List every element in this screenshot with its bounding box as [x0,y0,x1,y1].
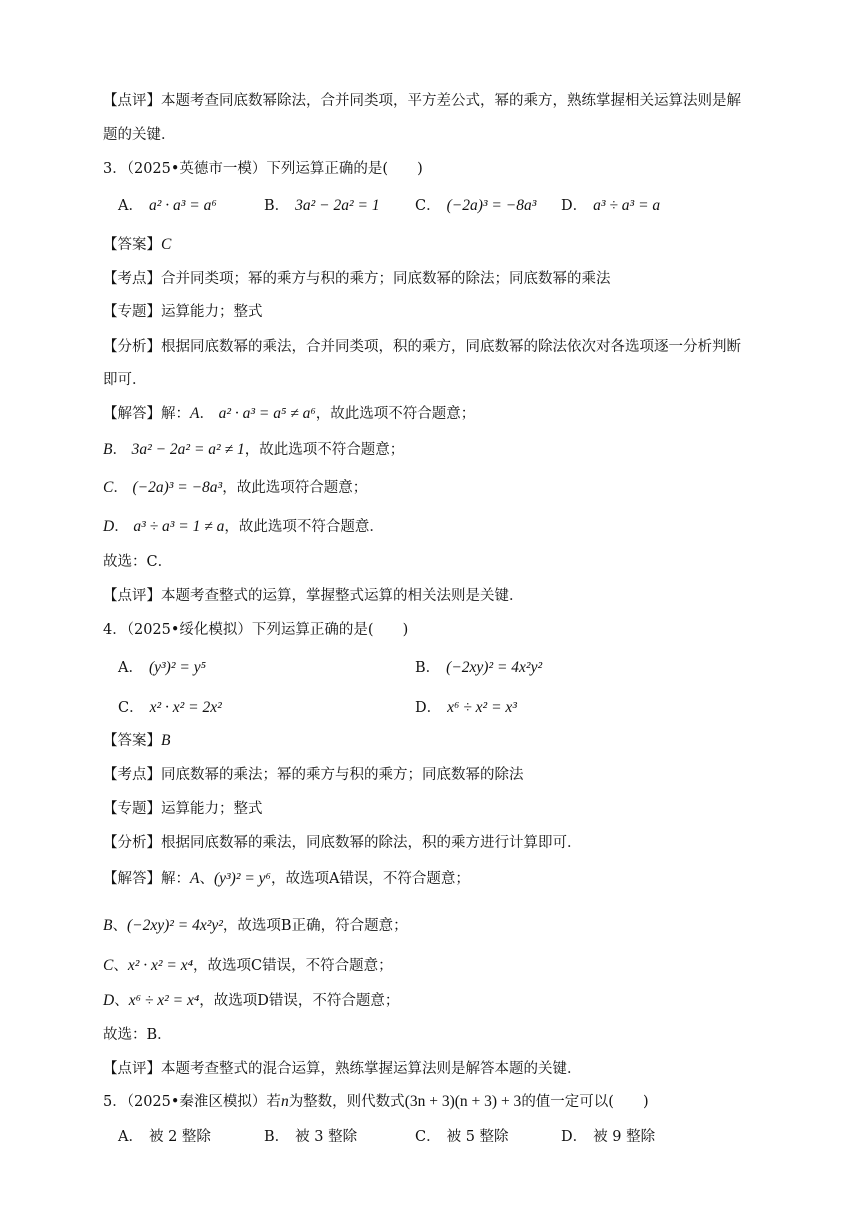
option-text: 被 2 整除 [148,1129,211,1145]
solution-label: A [190,405,200,422]
stem-text: 为整数，则代数式 [288,1094,405,1110]
solution-label: C [103,957,114,974]
q4-option-d [415,698,517,718]
q4-option-a [118,658,206,678]
option-label: B． [264,198,290,214]
q4-solution-a [103,869,470,889]
solution-expr: (−2xy)² = 4x²y² [126,917,223,934]
q3-solution-a [103,404,475,424]
solution-label: D [103,992,115,1009]
solution-tail: ，故此选项不符合题意； [315,406,476,422]
solution-sep: ． [114,519,129,535]
q5-option-a [118,1127,211,1147]
q4-choose: 故选：B． [103,1027,172,1043]
question-4-stem: 4．（2025•绥化模拟）下列运算正确的是( ) [103,622,409,638]
option-label: A． [118,1129,143,1145]
q3-option-b [264,196,380,216]
q4-answer [103,731,170,751]
answer-value: C [161,236,172,253]
q4-solution-c [103,956,393,976]
q4-zhuanti: 【专题】运算能力；整式 [103,801,263,817]
q3-kaodian: 【考点】合并同类项；幂的乘方与积的乘方；同底数幂的除法；同底数幂的乘法 [103,271,611,287]
question-5-stem [103,1092,649,1112]
option-label: D． [561,198,588,214]
stem-text: 的值一定可以( ) [521,1094,649,1110]
solution-expr: x⁶ ÷ x² = x⁴ [128,992,200,1009]
q3-fenxi: 即可． [103,372,147,388]
option-expr: x⁶ ÷ x² = x³ [447,699,517,716]
q5-option-c [415,1127,509,1147]
solution-label: D [103,518,115,535]
solution-expr: x² · x² = x⁴ [127,957,193,974]
solution-prefix: 【解答】解： [103,871,190,887]
solution-sep: 、 [113,958,128,974]
option-text: 被 9 整除 [593,1129,656,1145]
q3-option-c [415,196,536,216]
q4-fenxi: 【分析】根据同底数幂的乘法，同底数幂的除法，积的乘方进行计算即可． [103,835,582,851]
option-label: C． [415,1129,441,1145]
option-label: A． [118,660,143,676]
q4-kaodian: 【考点】同底数幂的乘法；幂的乘方与积的乘方；同底数幂的除法 [103,767,524,783]
option-label: D． [415,700,442,716]
q3-solution-d [103,517,384,537]
review-line: 【点评】本题考查同底数幂除法，合并同类项，平方差公式，幂的乘方，熟练掌握相关运算法则是解 [103,93,741,109]
solution-expr: a³ ÷ a³ = 1 ≠ a [133,518,225,535]
option-text: 被 5 整除 [446,1129,509,1145]
answer-value: B [161,732,171,749]
stem-text: 5．（2025•秦淮区模拟）若 [103,1094,281,1110]
q3-solution-b [103,440,404,460]
review-line: 题的关键． [103,127,176,143]
q4-review: 【点评】本题考查整式的混合运算，熟练掌握运算法则是解答本题的关键． [103,1061,582,1077]
option-expr: (−2xy)² = 4x²y² [446,659,543,676]
stem-expression: (3n + 3)(n + 3) + 3 [404,1093,522,1110]
option-expr: (y³)² = y⁵ [148,659,206,676]
option-expr: a³ ÷ a³ = a [593,197,661,214]
question-3-stem: 3．（2025•英德市一模）下列运算正确的是( ) [103,161,423,177]
solution-expr: 3a² − 2a² = a² ≠ 1 [131,441,245,458]
solution-sep: ． [113,480,128,496]
solution-tail: ，故此选项符合题意； [222,480,368,496]
solution-label: B [103,917,113,934]
solution-expr: a² · a³ = a⁵ ≠ a⁶ [218,405,316,422]
solution-tail: ，故选项C错误，不符合题意； [193,958,393,974]
solution-sep: 、 [114,993,129,1009]
q3-answer [103,235,171,255]
option-expr: x² · x² = 2x² [149,699,222,716]
q3-option-d [561,196,660,216]
solution-sep: 、 [112,918,127,934]
answer-label: 【答案】 [103,733,161,749]
solution-sep: ． [199,406,214,422]
q4-option-c [118,698,222,718]
option-label: A． [118,198,143,214]
q3-option-a [118,196,217,216]
q3-solution-c [103,478,367,498]
q4-solution-d [103,991,399,1011]
solution-sep: ． [112,442,127,458]
option-expr: 3a² − 2a² = 1 [295,197,380,214]
solution-tail: ，故选项D错误，不符合题意； [199,993,400,1009]
option-expr: (−2a)³ = −8a³ [446,197,537,214]
q3-review: 【点评】本题考查整式的运算，掌握整式运算的相关法则是关键． [103,588,524,604]
option-label: B． [264,1129,290,1145]
q5-option-d [561,1127,655,1147]
solution-tail: ，故选项A错误，不符合题意； [270,871,470,887]
solution-tail: ，故此选项不符合题意． [224,519,384,535]
q4-solution-b [103,916,408,936]
stem-variable: n [280,1093,289,1110]
solution-label: C [103,479,114,496]
solution-label: A [190,870,200,887]
solution-label: B [103,441,113,458]
solution-expr: (−2a)³ = −8a³ [132,479,223,496]
q3-zhuanti: 【专题】运算能力；整式 [103,304,263,320]
answer-label: 【答案】 [103,237,161,253]
q4-option-b [415,658,542,678]
q3-fenxi: 【分析】根据同底数幂的乘法，合并同类项，积的乘方，同底数幂的除法依次对各选项逐一分析判断 [103,339,741,355]
option-label: C． [118,700,144,716]
option-label: D． [561,1129,588,1145]
q5-option-b [264,1127,357,1147]
option-label: C． [415,198,441,214]
option-label: B． [415,660,441,676]
solution-sep: 、 [199,871,214,887]
option-text: 被 3 整除 [295,1129,358,1145]
solution-tail: ，故选项B正确，符合题意； [222,918,408,934]
solution-tail: ，故此选项不符合题意； [244,442,405,458]
solution-prefix: 【解答】解： [103,406,190,422]
q3-choose: 故选：C． [103,554,173,570]
option-expr: a² · a³ = a⁶ [148,197,217,214]
solution-expr: (y³)² = y⁶ [213,870,271,887]
